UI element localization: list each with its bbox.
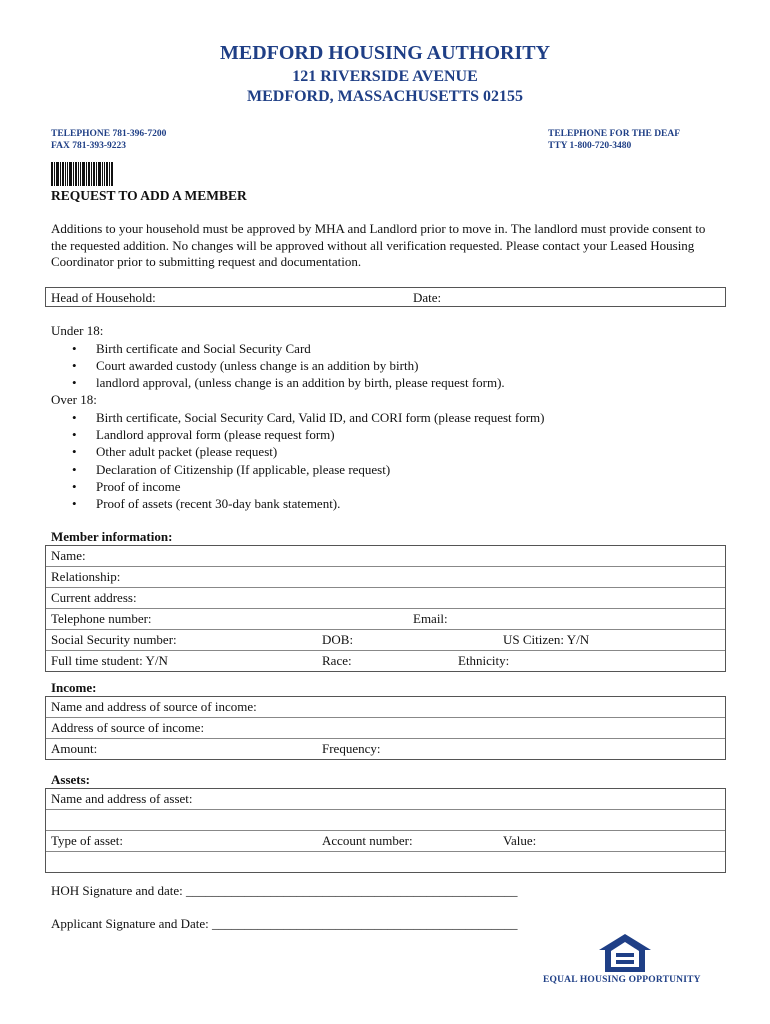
member-name-field[interactable] — [46, 546, 725, 567]
assets-table — [45, 788, 726, 873]
asset-type-continued[interactable] — [46, 852, 725, 872]
address-line-1: 121 RIVERSIDE AVENUE — [292, 68, 478, 85]
email-label: Email: — [413, 611, 448, 626]
list-item: • Court awarded custody (unless change is an addition by birth) — [70, 357, 505, 374]
ethnicity-label: Ethnicity: — [458, 653, 510, 668]
applicant-signature-line[interactable]: Applicant Signature and Date: _______________________________________________ — [51, 916, 518, 931]
income-table — [45, 696, 726, 760]
hoh-date-label: Date: — [413, 290, 442, 305]
deaf-telephone-label: TELEPHONE FOR THE DEAF — [548, 129, 681, 139]
list-item: • landlord approval, (unless change is an addition by birth, please request form). — [70, 374, 505, 391]
relationship-label: Relationship: — [51, 569, 121, 584]
member-contact-field[interactable] — [46, 609, 725, 630]
hoh-signature-line[interactable]: HOH Signature and date: ___________________________________________________ — [51, 883, 518, 898]
under18-label: Under 18: — [51, 323, 104, 338]
asset-type-label: Type of asset: — [51, 833, 124, 848]
income-heading: Income: — [51, 680, 97, 695]
member-heading: Member information: — [51, 529, 173, 544]
asset-name-label: Name and address of asset: — [51, 791, 193, 806]
amount-label: Amount: — [51, 741, 98, 756]
income-amount-field[interactable] — [46, 739, 725, 759]
income-source-label: Name and address of source of income: — [51, 699, 257, 714]
member-ssn-field[interactable] — [46, 630, 725, 651]
ssn-label: Social Security number: — [51, 632, 177, 647]
list-item: • Declaration of Citizenship (If applicable, please request) — [70, 461, 545, 478]
telephone-label: Telephone number: — [51, 611, 152, 626]
barcode-icon — [51, 162, 115, 186]
tty-number: TTY 1-800-720-3480 — [548, 141, 632, 151]
current-address-label: Current address: — [51, 590, 137, 605]
value-label: Value: — [503, 833, 537, 848]
income-address-label: Address of source of income: — [51, 720, 205, 735]
asset-name-field[interactable] — [46, 789, 725, 810]
hoh-name-label: Head of Household: — [51, 290, 156, 305]
member-name-label: Name: — [51, 548, 86, 563]
citizen-label: US Citizen: Y/N — [503, 632, 590, 647]
hoh-field-box[interactable] — [45, 287, 726, 307]
telephone-number: TELEPHONE 781-396-7200 — [51, 129, 167, 139]
list-item: • Landlord approval form (please request form) — [70, 426, 545, 443]
list-item: • Proof of income — [70, 478, 545, 495]
assets-heading: Assets: — [51, 772, 90, 787]
list-item: • Other adult packet (please request) — [70, 443, 545, 460]
under18-list — [70, 340, 505, 392]
student-label: Full time student: Y/N — [51, 653, 168, 668]
dob-label: DOB: — [322, 632, 354, 647]
org-name: MEDFORD HOUSING AUTHORITY — [219, 42, 551, 64]
equal-housing-house-icon — [598, 933, 652, 973]
address-line-2: MEDFORD, MASSACHUSETTS 02155 — [246, 88, 524, 105]
list-item: • Birth certificate, Social Security Card, Valid ID, and CORI form (please request form) — [70, 409, 545, 426]
asset-type-field[interactable] — [46, 831, 725, 852]
income-address-field[interactable] — [46, 718, 725, 739]
equal-housing-text: EQUAL HOUSING OPPORTUNITY — [543, 975, 701, 985]
over18-label: Over 18: — [51, 392, 97, 407]
race-label: Race: — [322, 653, 352, 668]
member-info-table — [45, 545, 726, 672]
list-item: • Birth certificate and Social Security Card — [70, 340, 505, 357]
member-address-field[interactable] — [46, 588, 725, 609]
member-student-field[interactable] — [46, 651, 725, 671]
member-relationship-field[interactable] — [46, 567, 725, 588]
income-source-field[interactable] — [46, 697, 725, 718]
over18-list — [70, 409, 545, 512]
list-item: • Proof of assets (recent 30-day bank statement). — [70, 495, 545, 512]
account-number-label: Account number: — [322, 833, 413, 848]
intro-paragraph: Additions to your household must be approved by MHA and Landlord prior to move in. The landlord must provide consent to the requested addition. No changes will be approved without all verification requested. Please contact your Leased Housing Coordinator prior to submitting request and documentation. — [51, 221, 706, 269]
form-title: REQUEST TO ADD A MEMBER — [51, 188, 247, 203]
asset-name-continued[interactable] — [46, 810, 725, 831]
contact-right — [548, 128, 680, 152]
contact-left — [51, 128, 166, 152]
frequency-label: Frequency: — [322, 741, 381, 756]
fax-number: FAX 781-393-9223 — [51, 141, 127, 151]
